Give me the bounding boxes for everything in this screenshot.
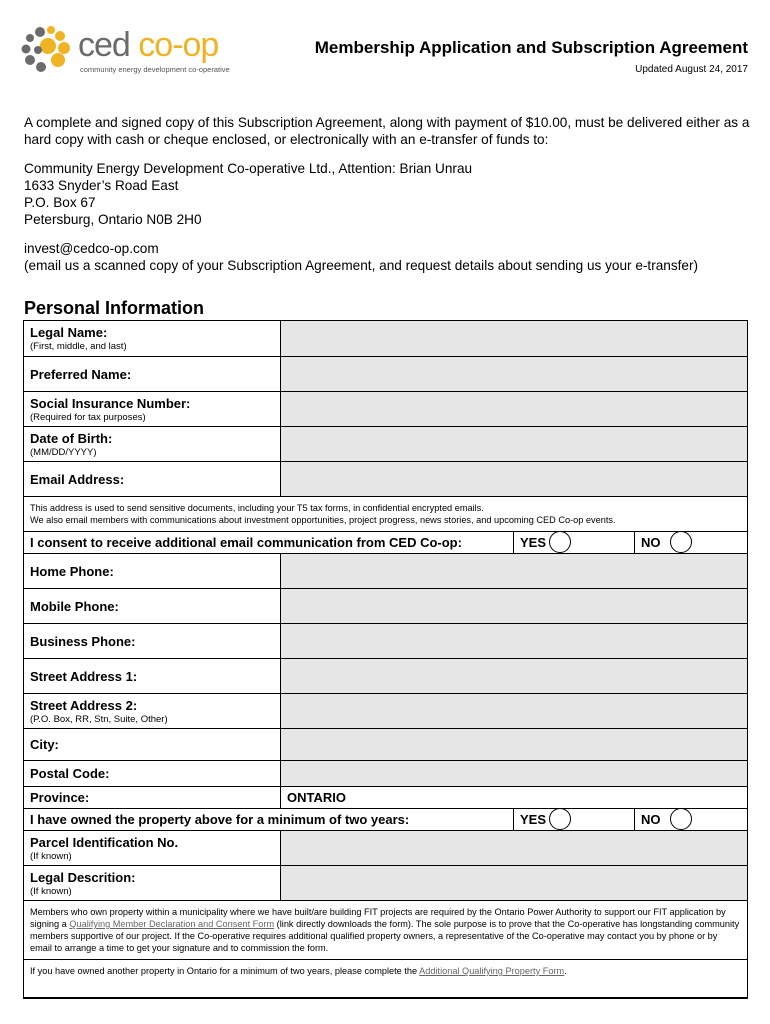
ownership-yes-label: YES [520, 812, 547, 827]
sin-input[interactable] [281, 392, 747, 426]
email-note-line: This address is used to send sensitive documents, including your T5 tax forms, in confidential encrypted emails. [30, 503, 484, 513]
other-property-row [24, 959, 747, 997]
field-label [24, 357, 281, 391]
consent-no-radio[interactable] [670, 531, 692, 553]
other-property-text: . [564, 966, 567, 976]
form-row-legal-description [24, 865, 747, 900]
ownership-yes-radio[interactable] [549, 808, 571, 830]
fit-note-row [24, 900, 747, 959]
ownership-no-label: NO [641, 812, 661, 827]
field-label [24, 392, 281, 426]
ownership-question: I have owned the property above for a minimum of two years: [24, 809, 514, 830]
label-text: Business Phone: [30, 633, 136, 649]
consent-no-option[interactable] [635, 532, 747, 553]
field-label [24, 761, 281, 786]
consent-yes-label: YES [520, 535, 547, 550]
label-hint: (P.O. Box, RR, Stn, Suite, Other) [30, 713, 168, 725]
consent-yes-option[interactable] [514, 532, 635, 553]
label-hint: (MM/DD/YYYY) [30, 446, 97, 458]
legal-description-input[interactable] [281, 866, 747, 900]
ownership-no-radio[interactable] [670, 808, 692, 830]
logo-coop: co-op [138, 26, 219, 64]
label-text: Parcel Identification No. [30, 834, 179, 850]
form-row-mobile-phone [24, 588, 747, 623]
email-note-line: We also email members with communications about investment opportunities, project progress, news stories, and upcoming CED Co-op events. [30, 515, 616, 525]
label-hint: (If known) [30, 885, 72, 897]
form-row-preferred-name [24, 356, 747, 391]
label-text: Social Insurance Number: [30, 395, 191, 411]
personal-info-form [23, 320, 748, 999]
field-label [24, 589, 281, 623]
address-line: Petersburg, Ontario N0B 2H0 [24, 212, 202, 227]
field-label [24, 624, 281, 658]
form-row-home-phone [24, 553, 747, 588]
email-note-row [24, 496, 747, 531]
label-text: Date of Birth: [30, 430, 113, 446]
additional-property-form-link[interactable]: Additional Qualifying Property Form [419, 966, 565, 976]
logo-dots-icon [20, 22, 76, 78]
form-row-street2 [24, 693, 747, 728]
section-title: Personal Information [24, 298, 205, 318]
form-row-postal [24, 760, 747, 786]
field-label [24, 729, 281, 760]
qualifying-member-form-link[interactable]: Qualifying Member Declaration and Consent Form [69, 919, 275, 929]
ownership-yes-option[interactable] [514, 809, 635, 830]
business-phone-input[interactable] [281, 624, 747, 658]
label-text: City: [30, 737, 59, 752]
preferred-name-input[interactable] [281, 357, 747, 391]
logo-ced: ced [78, 26, 130, 64]
field-label [24, 659, 281, 693]
mobile-phone-input[interactable] [281, 589, 747, 623]
other-property-text: If you have owned another property in Ontario for a minimum of two years, please complete the [30, 966, 420, 976]
consent-row [24, 531, 747, 553]
fit-note-text: Members who own property within a municipality where we have built/are building FIT projects are required by the Ontario Power Authority to support our FIT application by signing a [30, 907, 726, 929]
contact-info [24, 240, 698, 274]
form-row-legal-name [24, 321, 747, 356]
address-line: Community Energy Development Co-operative Ltd., Attention: Brian Unrau [24, 161, 473, 176]
province-value: ONTARIO [281, 787, 747, 808]
field-label [24, 787, 281, 808]
label-hint: (Required for tax purposes) [30, 411, 146, 423]
logo-tagline: community energy development co-operative [80, 65, 230, 74]
contact-note: (email us a scanned copy of your Subscription Agreement, and request details about sending us your e-transfer) [24, 258, 699, 273]
form-row-business-phone [24, 623, 747, 658]
label-text: Street Address 2: [30, 697, 138, 713]
field-label [24, 427, 281, 461]
label-hint: (If known) [30, 850, 72, 862]
label-text: Legal Descrition: [30, 869, 136, 885]
field-label [24, 831, 281, 865]
form-row-dob [24, 426, 747, 461]
dob-input[interactable] [281, 427, 747, 461]
label-text: Preferred Name: [30, 366, 132, 382]
field-label [24, 462, 281, 496]
form-row-city [24, 728, 747, 760]
logo [20, 22, 250, 82]
ownership-no-option[interactable] [635, 809, 747, 830]
logo-wordmark [78, 28, 218, 62]
city-input[interactable] [281, 729, 747, 760]
label-text: Email Address: [30, 471, 125, 487]
consent-no-label: NO [641, 535, 661, 550]
parcel-id-input[interactable] [281, 831, 747, 865]
other-property-note [24, 960, 573, 997]
label-text: Mobile Phone: [30, 598, 119, 614]
label-text: Home Phone: [30, 563, 114, 579]
ownership-row [24, 808, 747, 830]
intro-paragraph: A complete and signed copy of this Subscription Agreement, along with payment of $10.00, must be delivered either as a hard copy with cash or cheque enclosed, or electronically with an e-transfer of funds to: [24, 115, 750, 147]
field-label [24, 866, 281, 900]
label-text: Street Address 1: [30, 668, 138, 684]
street-address-2-input[interactable] [281, 694, 747, 728]
street-address-1-input[interactable] [281, 659, 747, 693]
address-line: P.O. Box 67 [24, 195, 96, 210]
home-phone-input[interactable] [281, 554, 747, 588]
address-line: 1633 Snyder’s Road East [24, 178, 179, 193]
form-row-sin [24, 391, 747, 426]
field-label [24, 321, 281, 356]
email-input[interactable] [281, 462, 747, 496]
form-row-street1 [24, 658, 747, 693]
contact-email[interactable]: invest@cedco-op.com [24, 241, 159, 256]
label-text: Postal Code: [30, 766, 110, 781]
label-text: Province: [30, 790, 90, 805]
consent-question: I consent to receive additional email communication from CED Co-op: [24, 532, 514, 553]
legal-name-input[interactable] [281, 321, 747, 356]
fit-note [24, 901, 747, 959]
field-label [24, 694, 281, 728]
label-hint: (First, middle, and last) [30, 341, 127, 352]
form-row-email [24, 461, 747, 496]
document-title: Membership Application and Subscription Agreement [314, 38, 748, 57]
form-row-parcel-id [24, 830, 747, 865]
label-text: Legal Name: [30, 325, 108, 340]
updated-date: Updated August 24, 2017 [635, 64, 748, 75]
field-label [24, 554, 281, 588]
mailing-address [24, 160, 472, 228]
fit-note-text: (link directly downloads the form). The sole purpose is to prove that the Co-operative has longstanding community members supportive of our project. If the Co-operative requires additional qualified property owners, a representative of the Co-operative may contact you by phone or by email to arrange a time to get your signature and to commission the form. [30, 919, 740, 953]
form-row-province [24, 786, 747, 808]
consent-yes-radio[interactable] [549, 531, 571, 553]
email-note [24, 497, 622, 531]
postal-code-input[interactable] [281, 761, 747, 786]
